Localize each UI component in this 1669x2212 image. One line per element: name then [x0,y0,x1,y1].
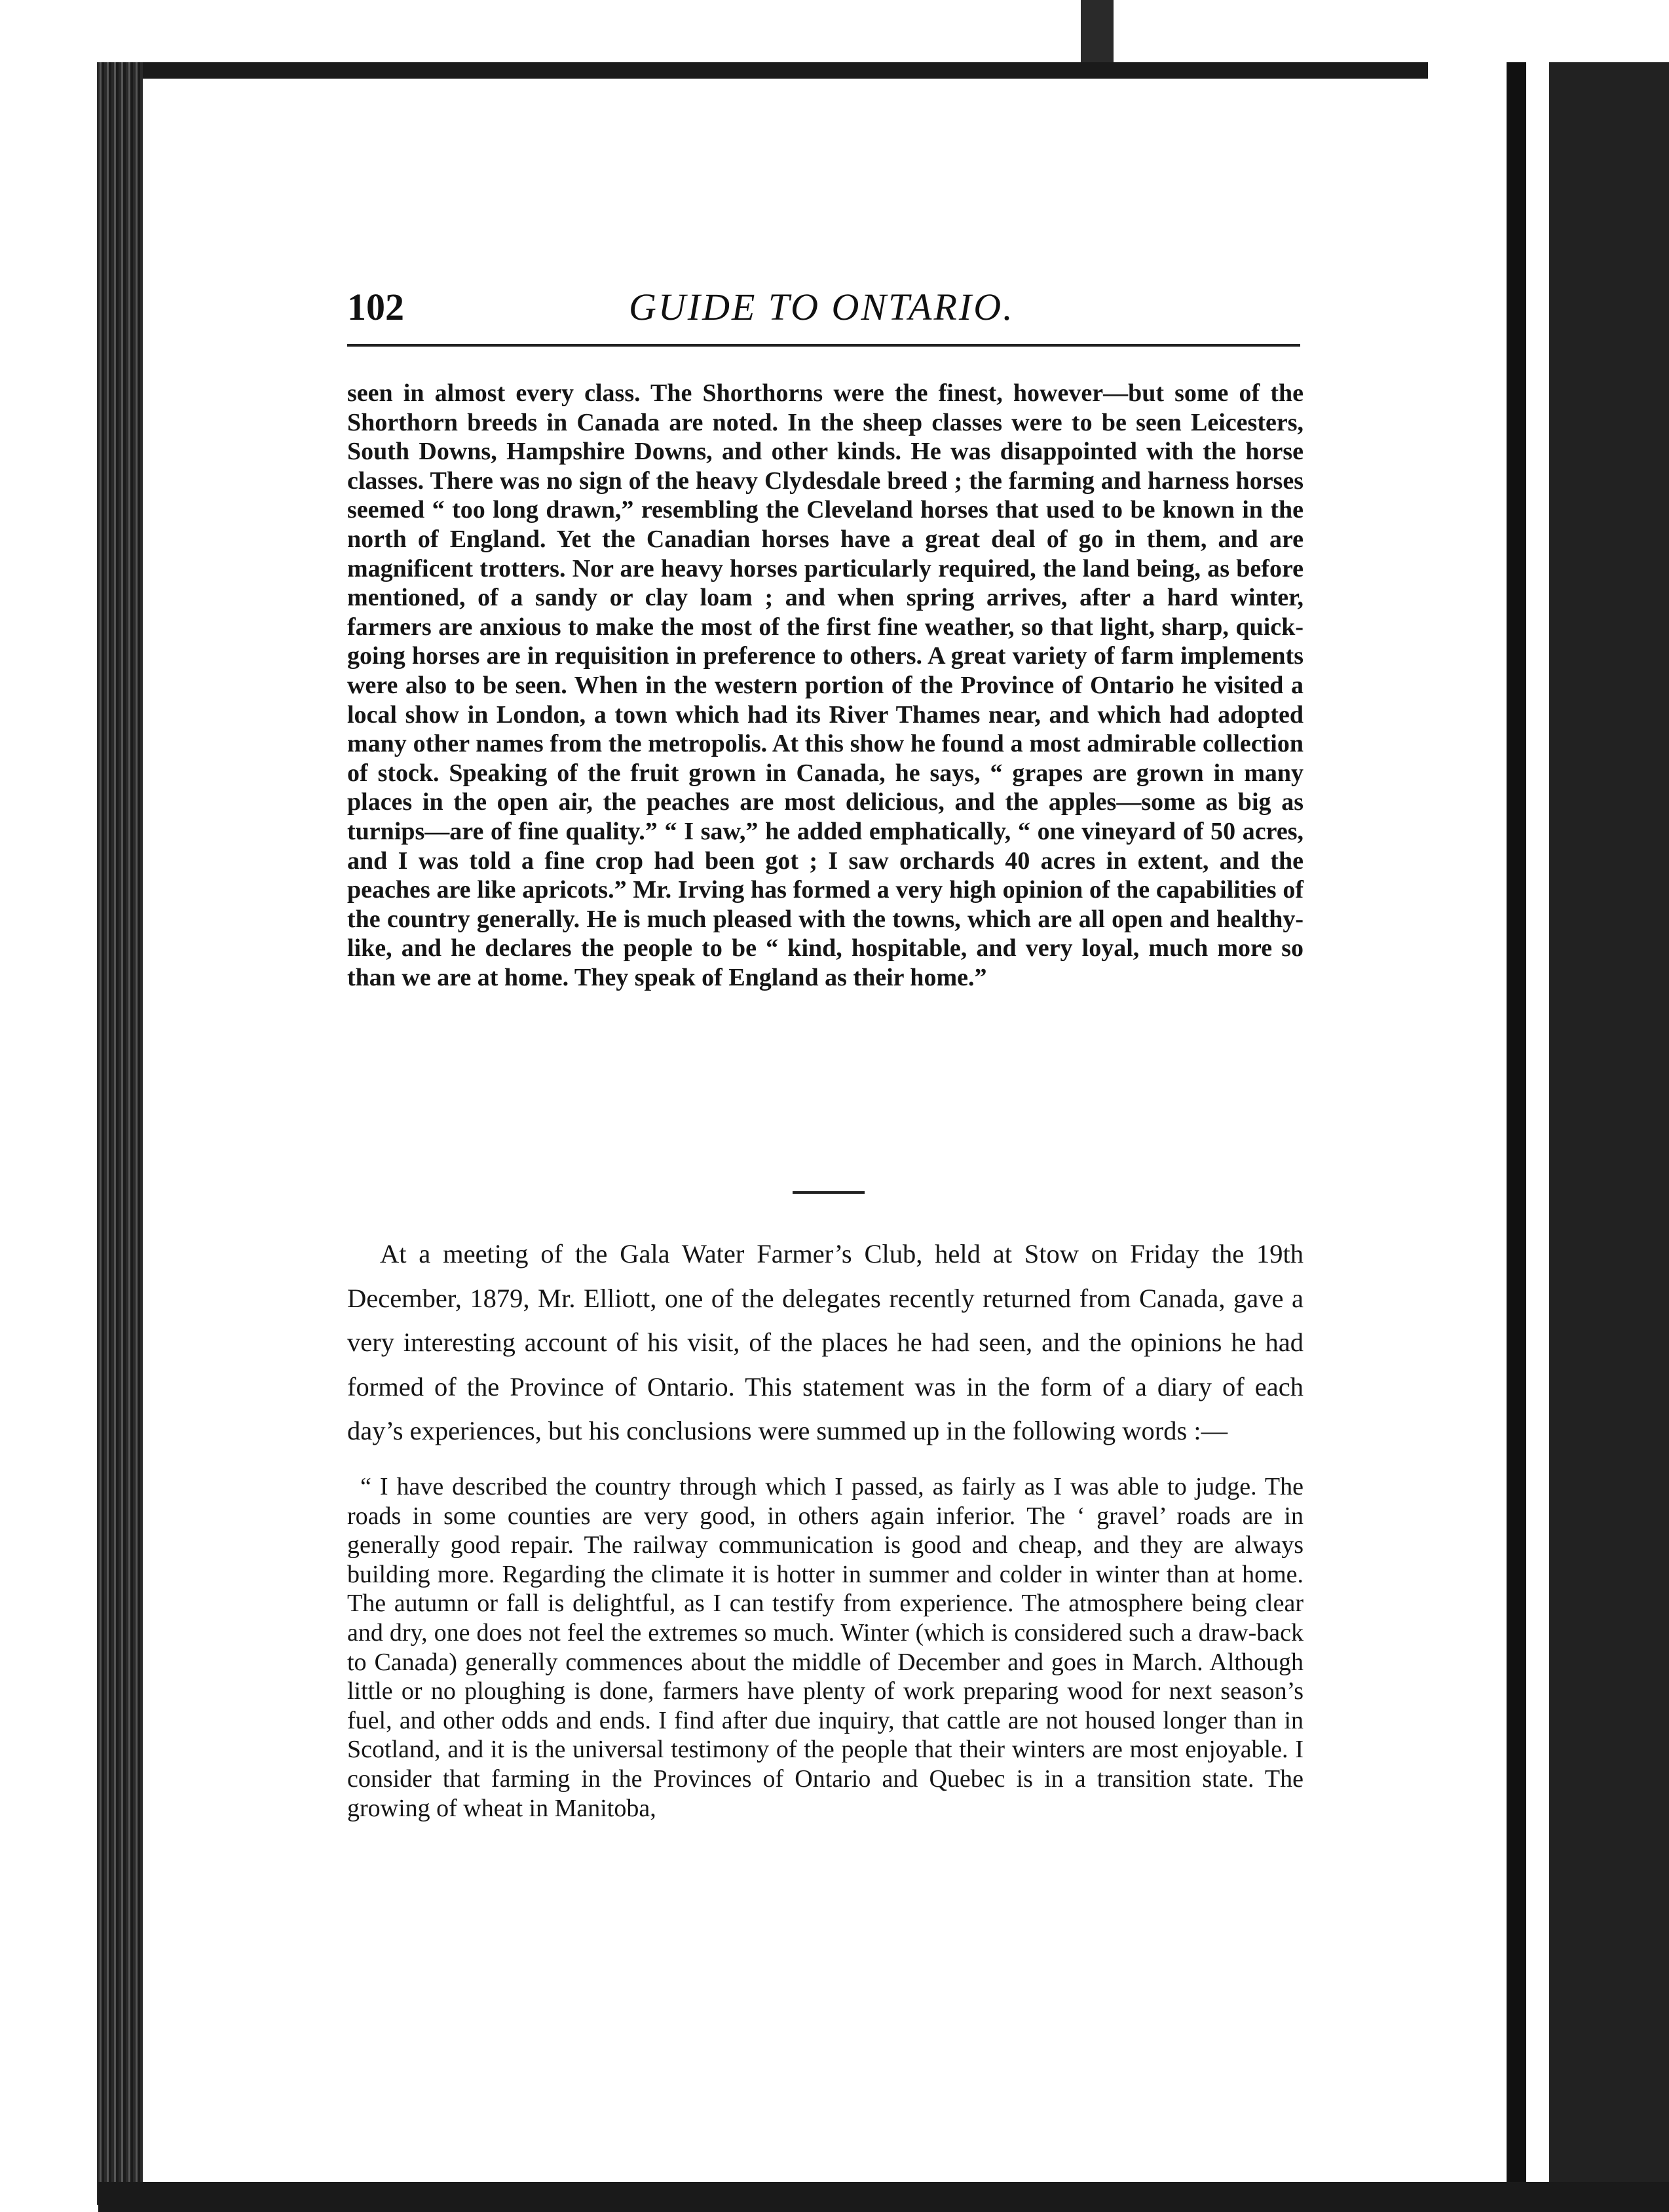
film-spine-mark [1081,0,1114,62]
section-divider [793,1191,865,1194]
page-number: 102 [347,286,404,328]
running-title: GUIDE TO ONTARIO. [629,286,1015,328]
paragraph-text: “ I have described the country through which I passed, as fairly as I was able to judge. The roads in some counties are very good, in others again inferior. The ‘ gravel’ roads are in generally good repair. The railway communication is good and cheap, and they are always building more. Regarding the climate it is hotter in summer and colder in winter than at home. The autumn or fall is delightful, as I can testify from experience. The atmosphere being clear and dry, one does not feel the extremes so much. Winter (which is considered such a draw-back to Canada) generally commences about the middle of December and goes in March. Although little or no ploughing is done, farmers have plenty of work preparing wood for next season’s fuel, and other odds and ends. I find after due inquiry, that cattle are not housed longer than in Scotland, and it is the universal testimony of the people that their winters are most enjoyable. I consider that farming in the Provinces of Ontario and Quebec is in a transition state. The growing of wheat in Manitoba, [347,1473,1303,1822]
body-paragraph-1 [347,379,1303,992]
header-rule [347,344,1300,347]
quoted-paragraph [347,1472,1303,1823]
page-header [347,285,1300,344]
book-binding-edge [97,62,143,2205]
paragraph-text: At a meeting of the Gala Water Farmer’s Club, held at Stow on Friday the 19th December, 1879, Mr. Elliott, one of the delegates recently returned from Canada, gave a very interesting account of his visit, of the places he had seen, and the opinions he had formed of the Province of Ontario. This statement was in the form of a diary of each day’s experiences, but his conclusions were summed up in the following words :— [347,1239,1303,1445]
film-top-margin [0,0,1669,62]
body-paragraph-2 [347,1232,1303,1453]
film-bottom-edge [98,2182,1669,2212]
paragraph-text: seen in almost every class. The Shorthorns were the finest, however—but some of the Shorthorn breeds in Canada are noted. In the sheep classes were to be seen Leicesters, South Downs, Hampshire Downs, and other kinds. He was disappointed with the horse classes. There was no sign of the heavy Clydesdale breed ; the farming and harness horses seemed “ too long drawn,” resembling the Cleveland horses that used to be known in the north of England. Yet the Canadian horses have a great deal of go in them, and are magnificent trotters. Nor are heavy horses particularly required, the land being, as before mentioned, of a sandy or clay loam ; and when spring arrives, after a hard winter, farmers are anxious to make the most of the first fine weather, so that light, sharp, quick-going horses are in requisition in preference to others. A great variety of farm implements were also to be seen. When in the western portion of the Province of Ontario he visited a local show in London, a town which had its River Thames near, and which had adopted many other names from the metropolis. At this show he found a most admirable collection of stock. Speaking of the fruit grown in Canada, he says, “ grapes are grown in many places in the open air, the peaches are most delicious, and the apples—some as big as turnips—are of fine quality.” “ I saw,” he added emphatically, “ one vineyard of 50 acres, and I was told a fine crop had been got ; I saw orchards 40 acres in extent, and the peaches are like apricots.” Mr. Irving has formed a very high opinion of the capabilities of the country generally. He is much pleased with the towns, which are all open and healthy-like, and he declares the people to be “ kind, hospitable, and very loyal, much more so than we are at home. They speak of England as their home.” [347,379,1303,991]
